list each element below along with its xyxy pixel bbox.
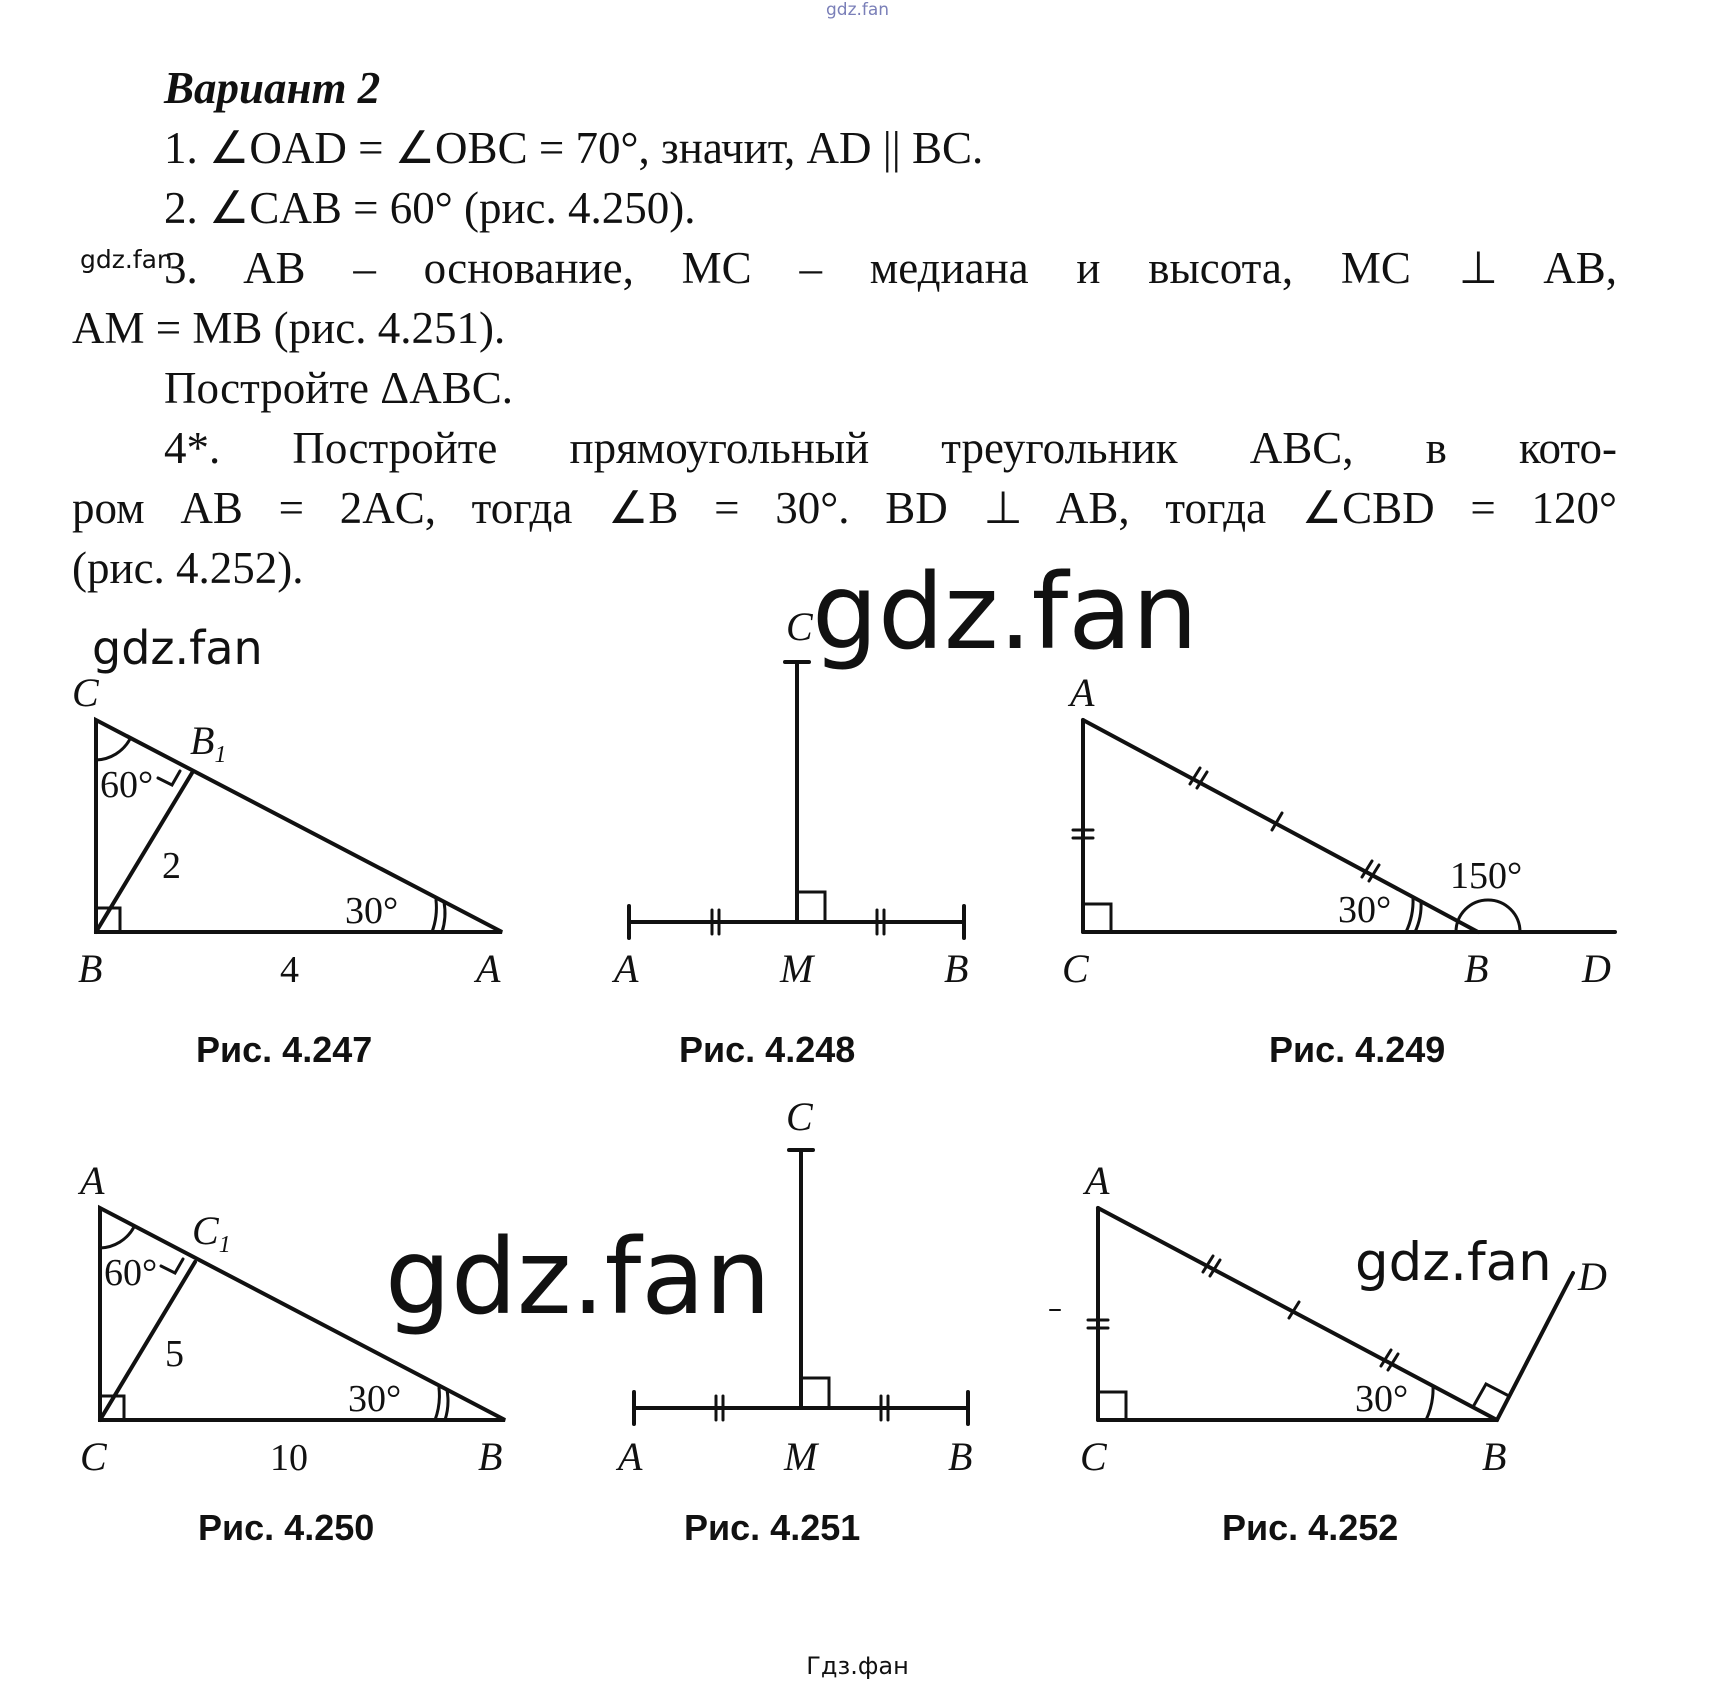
figure-4-248: [611, 604, 968, 1070]
variant-title: Вариант 2: [164, 63, 381, 113]
label-a: A: [80, 1158, 105, 1203]
segment-bd: [1497, 1273, 1573, 1420]
label-c: C: [1080, 1434, 1107, 1479]
item-4-line-3: (рис. 4.252).: [72, 543, 304, 593]
watermark-medium: gdz.fan: [1355, 1232, 1552, 1293]
item-1: 1. ∠OAD = ∠OBC = 70°, значит, AD || BC.: [164, 123, 984, 173]
label-a: A: [1085, 1158, 1110, 1203]
label-a: A: [476, 946, 501, 991]
figure-4-247: [72, 670, 502, 1070]
base-label: 10: [270, 1437, 308, 1479]
watermark-large-2: gdz.fan: [385, 1216, 771, 1338]
angle-label-b: 30°: [1338, 889, 1392, 931]
angle-arc-a-2: [442, 902, 445, 932]
label-a: A: [614, 946, 639, 991]
right-angle-mark-m: [801, 1378, 829, 1408]
angle-arc-b-1: [435, 1388, 439, 1420]
exterior-angle-label: 150°: [1450, 855, 1523, 897]
label-b: B: [1482, 1434, 1507, 1479]
item-3-line-1: 3. AB – основание, MC – медиана и высота, MC ⊥ AB,: [164, 243, 1617, 293]
caption-4-249: Рис. 4.249: [1269, 1029, 1446, 1070]
right-angle-mark-m: [797, 892, 825, 922]
figure-4-252: [1050, 1158, 1607, 1548]
angle-arc-a-1: [432, 900, 436, 932]
angle-label-b: 30°: [348, 1378, 402, 1420]
item-4-line-2: ром AB = 2AC, тогда ∠B = 30°. BD ⊥ AB, тогда ∠CBD = 120°: [72, 483, 1617, 533]
label-c: C: [80, 1434, 107, 1479]
label-b: B: [78, 946, 103, 991]
item-4-line-1: 4*. Постройте прямоугольный треугольник ABC, в кото-: [164, 423, 1617, 473]
caption-4-250: Рис. 4.250: [198, 1507, 375, 1548]
angle-arc-a: [100, 1227, 134, 1248]
angle-label-b: 30°: [1355, 1378, 1409, 1420]
right-angle-mark-c1: [161, 1259, 183, 1273]
figure-4-249: [1062, 670, 1615, 1070]
watermark-large-1: gdz.fan: [812, 551, 1198, 673]
label-m: M: [784, 1434, 818, 1479]
label-b: B: [478, 1434, 503, 1479]
hypotenuse-ab: [1083, 720, 1478, 932]
angle-label-a: 30°: [345, 890, 399, 932]
label-c: C: [786, 604, 813, 649]
label-m: M: [780, 946, 814, 991]
label-c1: $C_1$: [192, 1208, 231, 1258]
label-b: B: [944, 946, 969, 991]
angle-label-a: 60°: [104, 1252, 158, 1294]
item-3-line-3: Постройте ΔABC.: [164, 363, 513, 413]
label-b: B: [948, 1434, 973, 1479]
label-d: D: [1582, 946, 1611, 991]
footer-text: Гдз.фан: [806, 1652, 909, 1680]
top-watermark: gdz.fan: [826, 0, 890, 20]
height-label: 2: [162, 845, 181, 887]
angle-arc-c: [96, 739, 130, 760]
caption-4-252: Рис. 4.252: [1222, 1507, 1399, 1548]
label-b: B: [1464, 946, 1489, 991]
caption-4-247: Рис. 4.247: [196, 1029, 373, 1070]
right-angle-mark-b1: [158, 771, 180, 785]
label-c: C: [786, 1094, 813, 1139]
label-b1: $B_1$: [190, 718, 227, 768]
angle-label-c: 60°: [100, 764, 154, 806]
right-angle-mark-c: [1083, 904, 1111, 932]
angle-arc-b-1: [1406, 898, 1413, 932]
label-c: C: [1062, 946, 1089, 991]
angle-arc-b: [1426, 1386, 1433, 1420]
watermark-small-1: gdz.fan: [80, 245, 173, 274]
right-angle-mark-c: [1098, 1392, 1126, 1420]
triangle-bca: [96, 720, 502, 932]
base-label: 4: [280, 949, 299, 991]
angle-arc-b-2: [1415, 901, 1421, 932]
angle-arc-b-2: [445, 1390, 448, 1420]
label-a: A: [1070, 670, 1095, 715]
label-a: A: [618, 1434, 643, 1479]
item-2: 2. ∠CAB = 60° (рис. 4.250).: [164, 183, 696, 233]
height-label: 5: [165, 1333, 184, 1375]
watermark-small-2: gdz.fan: [92, 621, 263, 675]
label-c: C: [72, 670, 99, 715]
item-3-line-2: AM = MB (рис. 4.251).: [72, 303, 506, 353]
caption-4-251: Рис. 4.251: [684, 1507, 861, 1548]
label-d: D: [1578, 1254, 1607, 1299]
caption-4-248: Рис. 4.248: [679, 1029, 856, 1070]
